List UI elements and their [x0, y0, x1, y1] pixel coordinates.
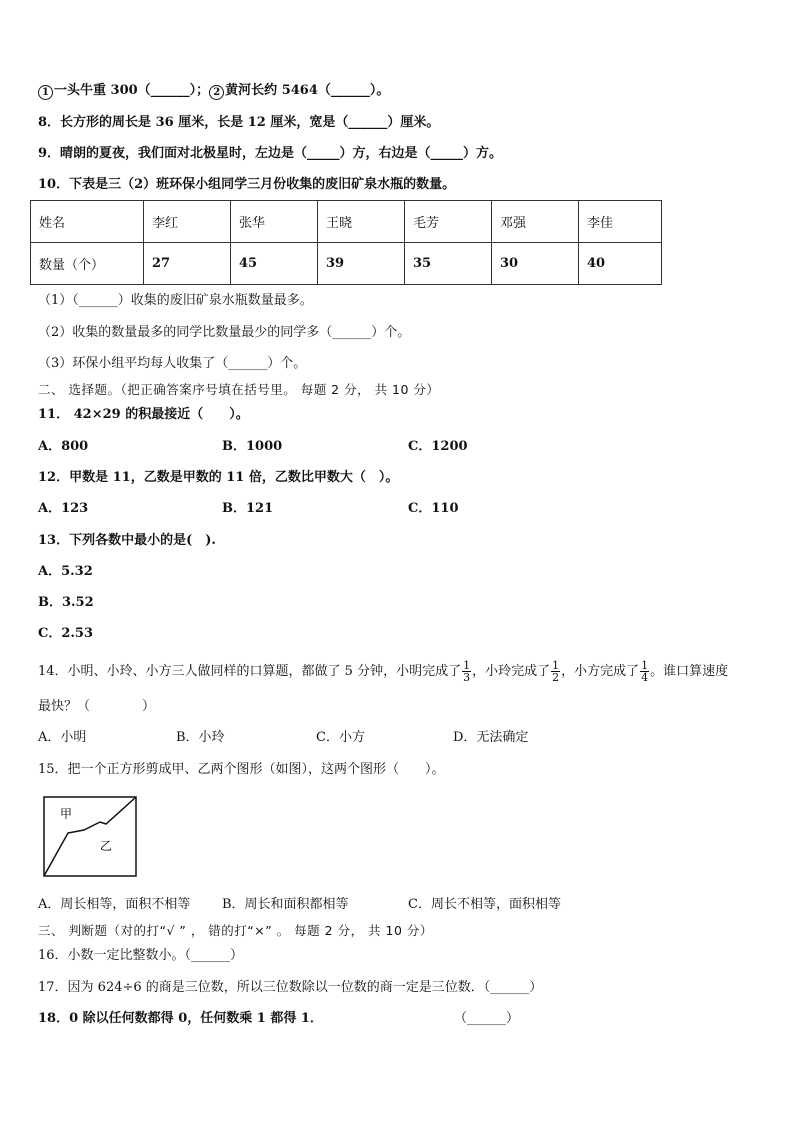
option-a: A．5.32 — [38, 564, 93, 579]
table-cell: 45 — [231, 243, 318, 285]
option-a: A．周长相等，面积不相等 — [38, 897, 191, 912]
option-a: A．800 — [38, 439, 89, 454]
question-16: 16．小数一定比整数小。（______） — [38, 948, 244, 963]
circle-number-2: 2 — [209, 85, 224, 100]
bottle-count-table — [30, 200, 662, 285]
option-b: B．1000 — [222, 439, 283, 454]
cut-square-figure — [40, 793, 140, 879]
section-3-heading: 三、 判断题（对的打“√ ” ， 错的打“×” 。 每题 2 分， 共 10 分） — [38, 923, 433, 938]
option-b: B．121 — [222, 501, 274, 516]
table-cell: 张华 — [231, 201, 318, 243]
option-c: C．2.53 — [38, 626, 94, 641]
option-d: D．无法确定 — [453, 730, 529, 745]
question-18: 18．0 除以任何数都得 0，任何数乘 1 都得 1． — [38, 1011, 323, 1026]
fraction-one-quarter: $\frac{1}{4}$ — [641, 659, 649, 684]
question-15-stem: 15．把一个正方形剪成甲、乙两个图形（如图），这两个图形（ ）。 — [38, 762, 445, 777]
question-12-stem: 12．甲数是 11，乙数是甲数的 11 倍，乙数比甲数大（ ）。 — [38, 470, 399, 485]
section-2-heading: 二、 选择题。（把正确答案序号填在括号里。 每题 2 分， 共 10 分） — [38, 382, 440, 397]
option-b: B．周长和面积都相等 — [222, 897, 349, 912]
option-c: C．周长不相等，面积相等 — [408, 897, 561, 912]
option-a: A．123 — [38, 501, 89, 516]
option-c: C．1200 — [408, 439, 468, 454]
fraction-one-half: $\frac{1}{2}$ — [552, 659, 560, 684]
option-b: B．3.52 — [38, 595, 94, 610]
question-10-sub1: （1）（______）收集的废旧矿泉水瓶数量最多。 — [38, 293, 313, 308]
table-cell: 数量（个） — [31, 243, 144, 285]
label-yi: 乙 — [100, 839, 113, 853]
table-row — [31, 201, 662, 243]
table-cell: 30 — [492, 243, 579, 285]
table-row — [31, 243, 662, 285]
question-14-stem: 14．小明、小玲、小方三人做同样的口算题，都做了 5 分钟，小明完成了 $\frac{1}{3}$ ，小玲完成了 $\frac{1}{2}$ ，小方完成了 $\frac{1}{4}$ 。谁口算速度 — [38, 659, 729, 684]
question-9: 9．晴朗的夏夜，我们面对北极星时，左边是（_____）方，右边是（_____）方。 — [38, 146, 503, 161]
question-8: 8．长方形的周长是 36 厘米，长是 12 厘米，宽是（______）厘米。 — [38, 115, 440, 130]
question-11-stem: 11． 42×29 的积最接近（ ）。 — [38, 407, 249, 422]
question-10-sub2: （2）收集的数量最多的同学比数量最少的同学多（______）个。 — [38, 325, 411, 340]
table-cell: 姓名 — [31, 201, 144, 243]
table-cell: 李佳 — [579, 201, 662, 243]
option-a: A．小明 — [38, 730, 87, 745]
table-cell: 毛芳 — [405, 201, 492, 243]
option-c: C．小方 — [316, 730, 365, 745]
option-c: C．110 — [408, 501, 459, 516]
label-jia: 甲 — [60, 807, 73, 821]
option-b: B．小玲 — [176, 730, 225, 745]
table-cell: 39 — [318, 243, 405, 285]
question-13-stem: 13．下列各数中最小的是( ). — [38, 533, 216, 548]
table-cell: 35 — [405, 243, 492, 285]
table-cell: 邓强 — [492, 201, 579, 243]
circle-number-1: 1 — [38, 85, 53, 100]
q7-units-line: 1 一头牛重 300（______）； 2 黄河长约 5464（______）。 — [38, 82, 389, 100]
table-cell: 王晓 — [318, 201, 405, 243]
fraction-one-third: $\frac{1}{3}$ — [463, 659, 471, 684]
question-10-stem: 10．下表是三（2）班环保小组同学三月份收集的废旧矿泉水瓶的数量。 — [38, 177, 456, 192]
answer-blank: （______） — [454, 1011, 520, 1026]
table-cell: 27 — [144, 243, 231, 285]
table-cell: 40 — [579, 243, 662, 285]
table-cell: 李红 — [144, 201, 231, 243]
question-10-sub3: （3）环保小组平均每人收集了（______）个。 — [38, 356, 307, 371]
question-17: 17．因为 624÷6 的商是三位数，所以三位数除以一位数的商一定是三位数．（______） — [38, 980, 543, 995]
cut-line — [44, 797, 136, 876]
question-14-line2: 最快？（ ） — [38, 699, 156, 714]
